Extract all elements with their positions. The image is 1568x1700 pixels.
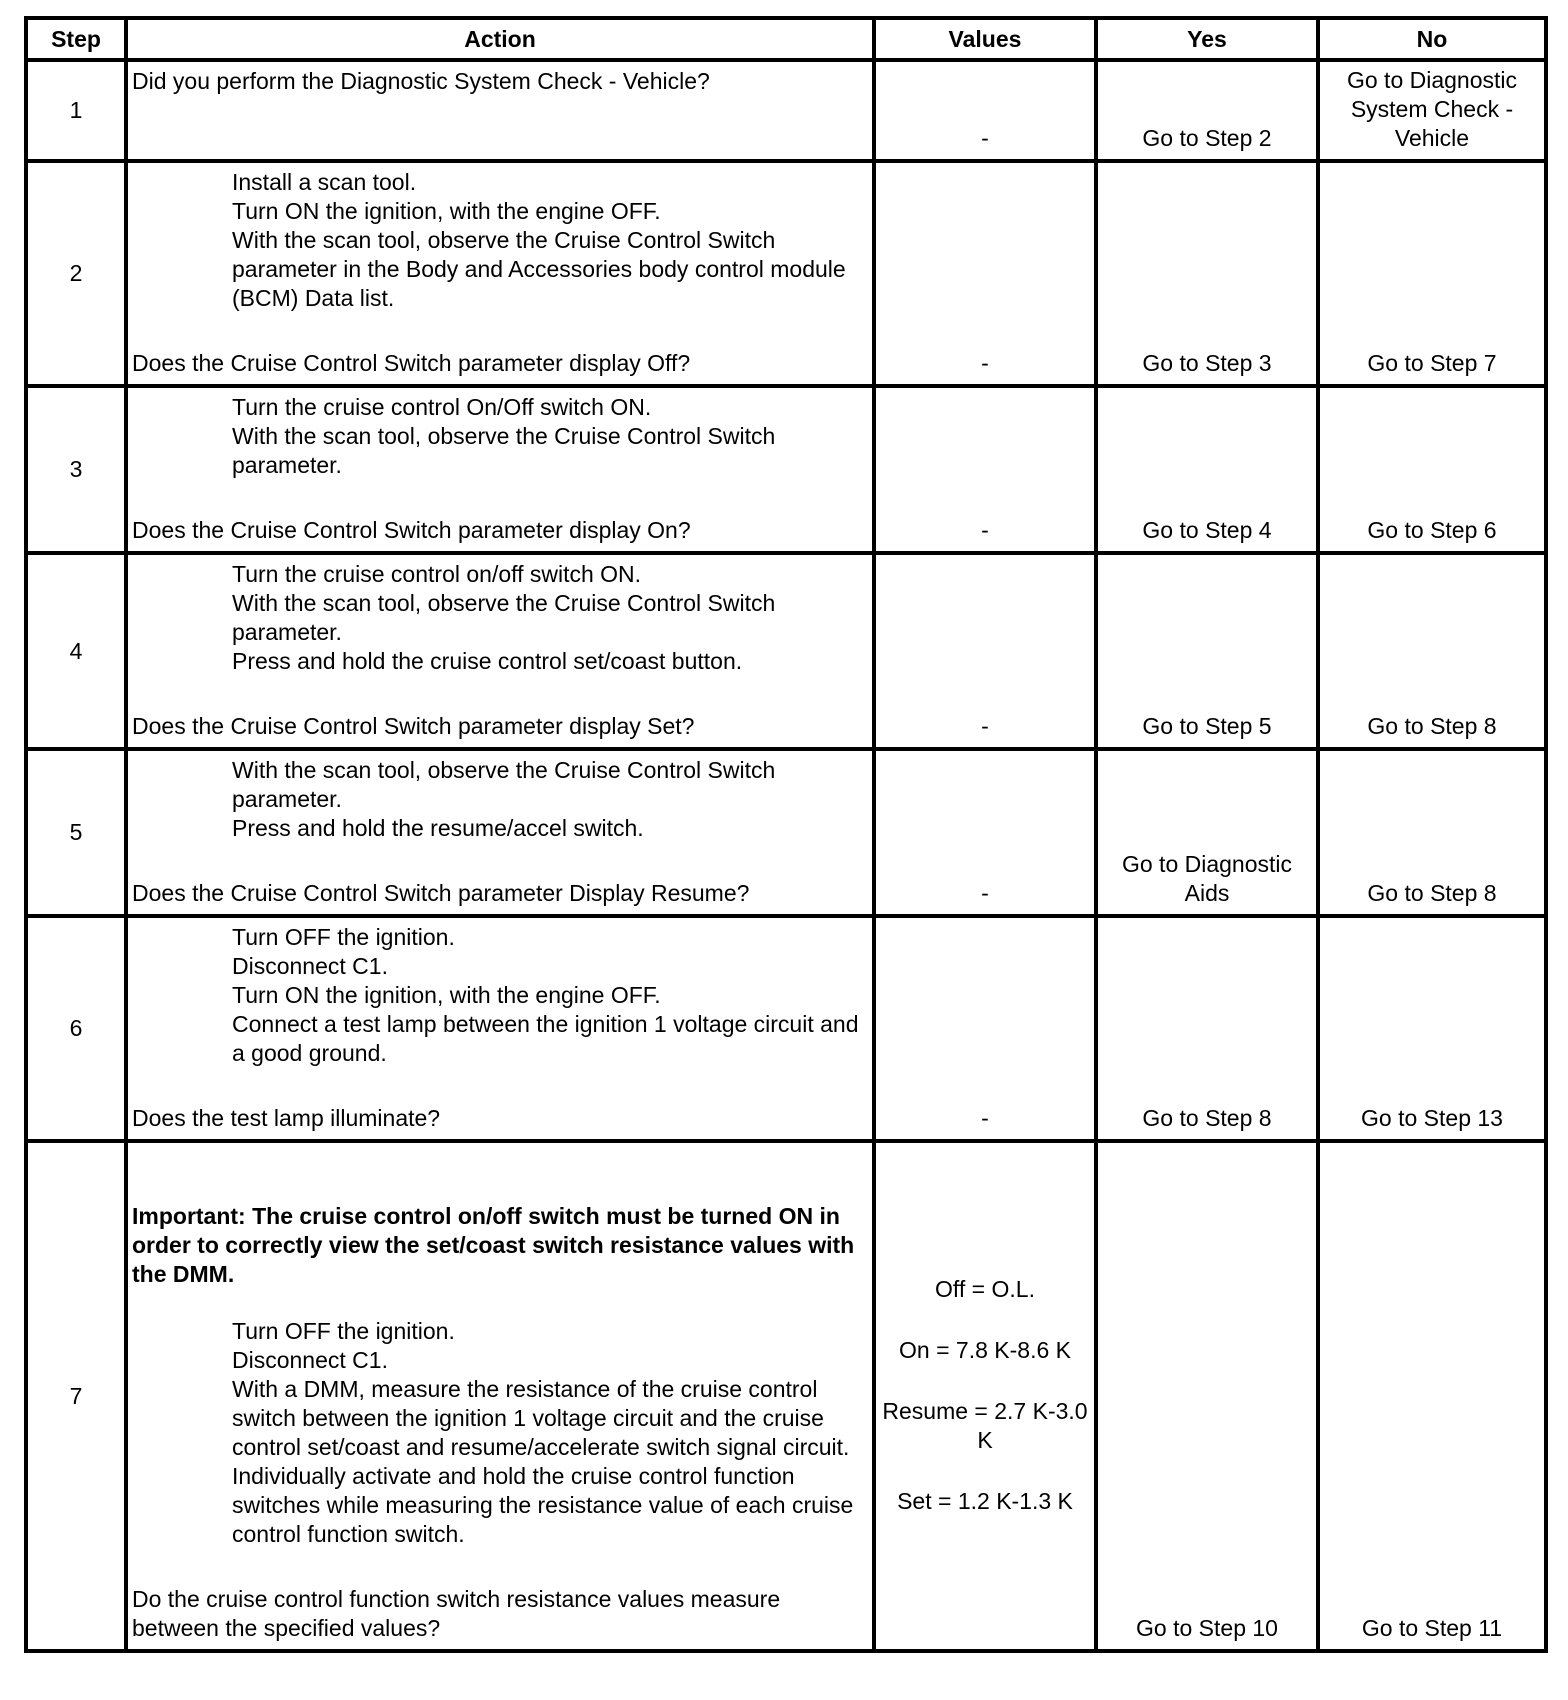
values-cell [874,1141,1096,1651]
step-number: 4 [26,553,126,749]
header-step: Step [26,18,126,60]
instruction: With a DMM, measure the resistance of the cruise control switch between the ignition 1 voltage circuit and the cruise control set/coast and resume/accelerate switch signal circuit. [232,1376,850,1460]
header-yes: Yes [1096,18,1318,60]
instruction-list [132,756,864,843]
action-cell [126,386,874,553]
question-text: Does the Cruise Control Switch parameter display Off? [132,350,691,376]
yes-cell: Go to Step 2 [1096,60,1318,161]
instruction-list [132,393,864,480]
step-number: 1 [26,60,126,161]
value-resume: Resume = 2.7 K-3.0 K [882,1397,1088,1453]
no-cell: Go to Step 11 [1318,1141,1546,1651]
instruction: Press and hold the cruise control set/coast button. [232,648,743,674]
question-text: Does the Cruise Control Switch parameter display On? [132,517,691,543]
action-cell [126,749,874,916]
instruction: Individually activate and hold the cruise control function switches while measuring the resistance value of each cruise control function switch. [232,1463,854,1547]
important-note: Important: The cruise control on/off switch must be turned ON in order to correctly view the set/coast switch resistance values with the DMM. [132,1203,855,1287]
instruction: Disconnect C1. [232,1347,388,1373]
question-text: Does the Cruise Control Switch parameter display Set? [132,713,695,739]
no-cell: Go to Diagnostic System Check - Vehicle [1318,60,1546,161]
values-cell: - [874,916,1096,1141]
header-row [26,18,1546,60]
instruction: Turn the cruise control On/Off switch ON. [232,394,652,420]
step-number: 3 [26,386,126,553]
question-text: Did you perform the Diagnostic System Check - Vehicle? [132,68,710,94]
values-cell: - [874,386,1096,553]
instruction: Turn OFF the ignition. [232,1318,455,1344]
diagnostic-table [24,16,1548,1653]
yes-cell: Go to Step 3 [1096,161,1318,386]
step-number: 7 [26,1141,126,1651]
action-cell [126,60,874,161]
value-off: Off = O.L. [935,1275,1035,1302]
value-on: On = 7.8 K-8.6 K [899,1336,1071,1363]
value-set: Set = 1.2 K-1.3 K [897,1487,1073,1514]
values-cell: - [874,749,1096,916]
yes-cell: Go to Step 8 [1096,916,1318,1141]
yes-cell: Go to Diagnostic Aids [1096,749,1318,916]
instruction: Turn ON the ignition, with the engine OFF. [232,198,661,224]
instruction-list [132,560,864,676]
table-row [26,161,1546,386]
instruction: Install a scan tool. [232,169,417,195]
no-cell: Go to Step 13 [1318,916,1546,1141]
instruction-list [132,923,864,1068]
step-number: 5 [26,749,126,916]
table-row [26,60,1546,161]
table-row [26,916,1546,1141]
table-row [26,1141,1546,1651]
action-cell [126,916,874,1141]
yes-cell: Go to Step 4 [1096,386,1318,553]
instruction: With the scan tool, observe the Cruise Control Switch parameter. [232,757,776,812]
no-cell: Go to Step 8 [1318,553,1546,749]
header-values: Values [874,18,1096,60]
question-text: Do the cruise control function switch resistance values measure between the specified values? [132,1586,781,1641]
table-row [26,553,1546,749]
instruction: With the scan tool, observe the Cruise Control Switch parameter. [232,590,776,645]
table-row [26,749,1546,916]
instruction-list [132,168,864,313]
instruction: With the scan tool, observe the Cruise Control Switch parameter. [232,423,776,478]
no-cell: Go to Step 6 [1318,386,1546,553]
resistance-values [882,1275,1088,1516]
no-cell: Go to Step 7 [1318,161,1546,386]
instruction: With the scan tool, observe the Cruise Control Switch parameter in the Body and Accessories body control module (BCM) Data list. [232,227,846,311]
step-number: 6 [26,916,126,1141]
instruction: Turn ON the ignition, with the engine OFF. [232,982,661,1008]
yes-cell: Go to Step 5 [1096,553,1318,749]
yes-cell: Go to Step 10 [1096,1141,1318,1651]
values-cell: - [874,60,1096,161]
header-action: Action [126,18,874,60]
instruction: Turn OFF the ignition. [232,924,455,950]
instruction: Connect a test lamp between the ignition 1 voltage circuit and a good ground. [232,1011,859,1066]
table-row [26,386,1546,553]
instruction: Turn the cruise control on/off switch ON. [232,561,642,587]
action-cell [126,553,874,749]
instruction: Press and hold the resume/accel switch. [232,815,644,841]
action-cell [126,1141,874,1651]
no-cell: Go to Step 8 [1318,749,1546,916]
question-text: Does the test lamp illuminate? [132,1105,441,1131]
header-no: No [1318,18,1546,60]
instruction-list [132,1317,864,1549]
values-cell: - [874,161,1096,386]
instruction: Disconnect C1. [232,953,388,979]
values-cell: - [874,553,1096,749]
question-text: Does the Cruise Control Switch parameter Display Resume? [132,880,750,906]
step-number: 2 [26,161,126,386]
action-cell [126,161,874,386]
